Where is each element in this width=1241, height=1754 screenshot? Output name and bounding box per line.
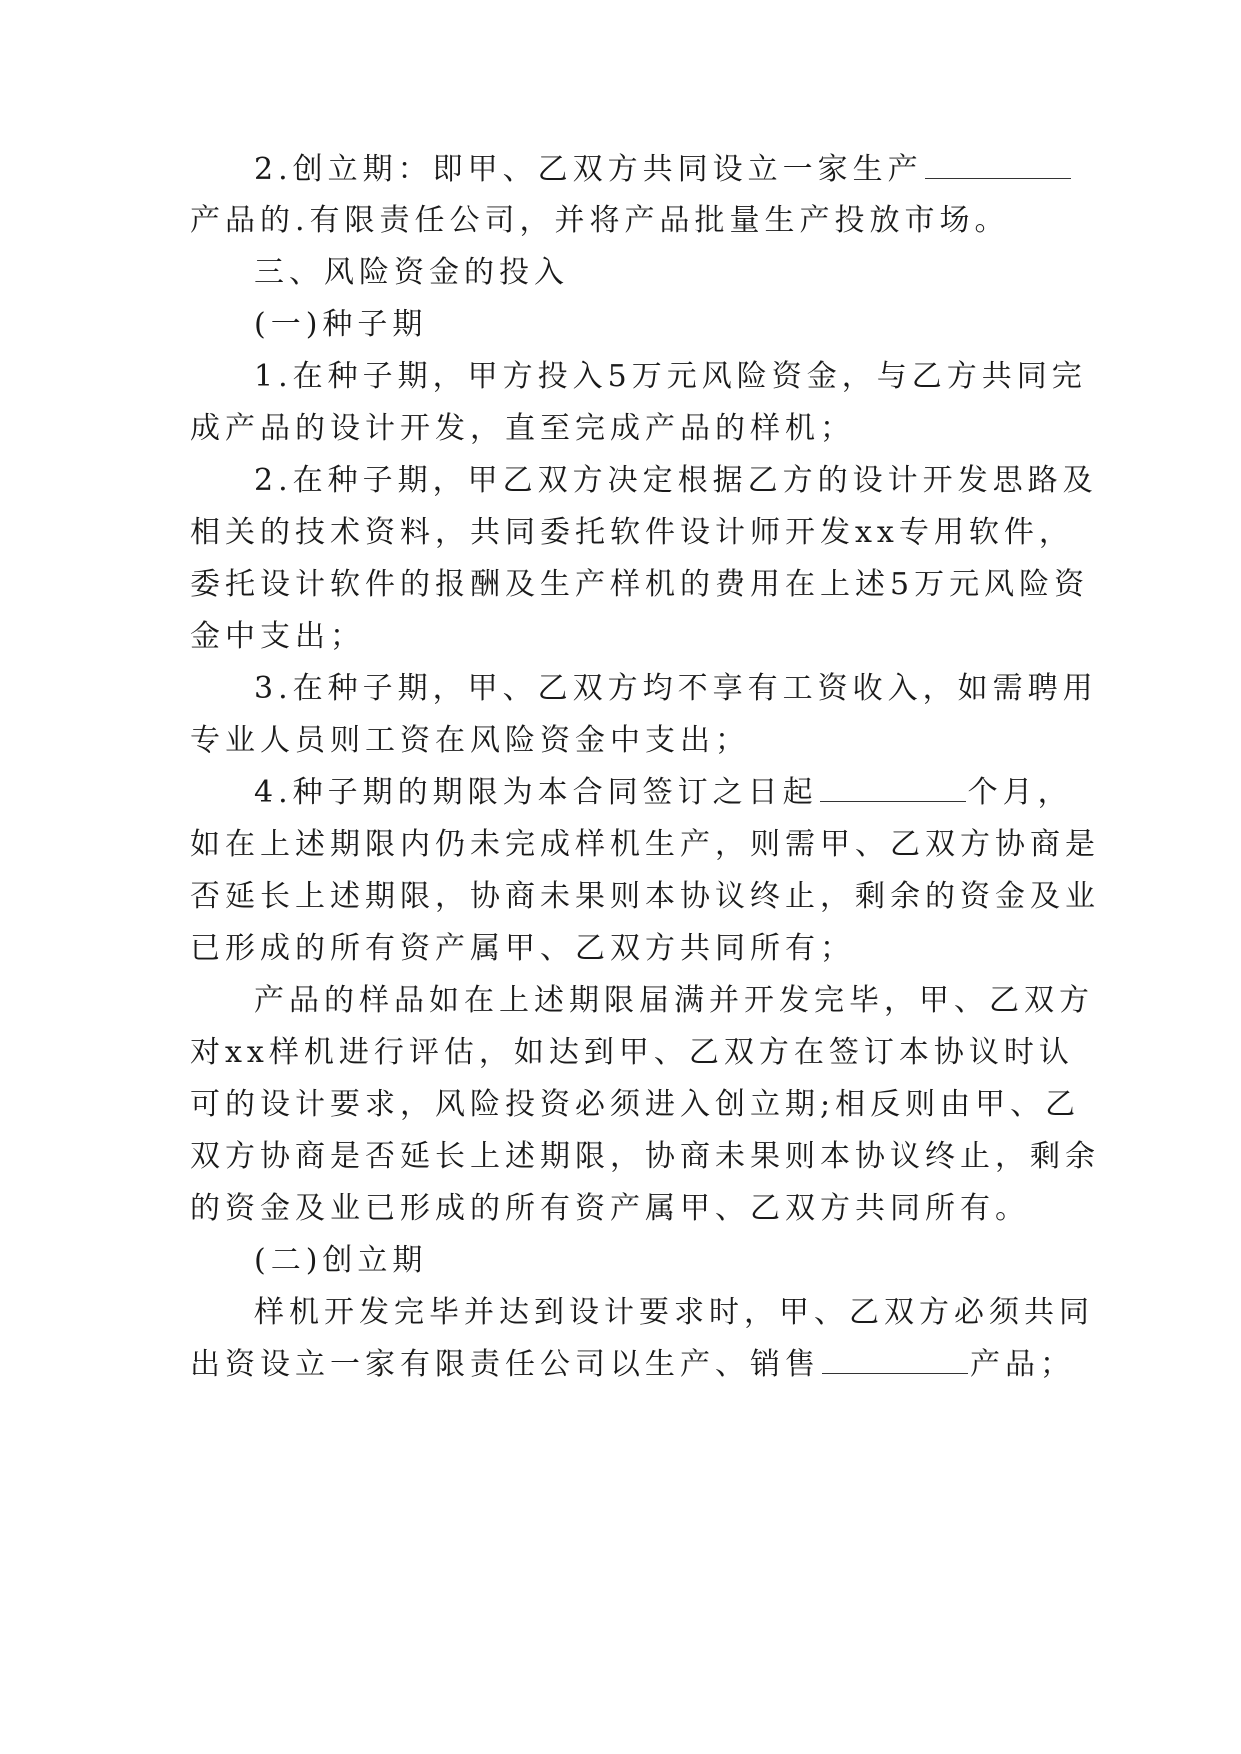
line-text: 金中支出； [190,619,365,654]
paragraph-line [254,1293,1094,1333]
fill-in-blank [925,154,1071,179]
line-text: 对xx样机进行评估，如达到甲、乙双方在签订本协议时认 [190,1035,1074,1070]
line-text: 产品； [970,1347,1075,1382]
line-text: 产品的.有限责任公司，并将产品批量生产投放市场。 [190,203,1010,238]
subsection-heading [254,1241,427,1281]
section-heading [254,253,569,293]
paragraph-line [254,150,1073,190]
line-text: 专业人员则工资在风险资金中支出； [190,723,750,758]
line-text: 2.在种子期，甲乙双方决定根据乙方的设计开发思路及 [254,463,1098,498]
paragraph-line [254,981,1094,1021]
line-text: 的资金及业已形成的所有资产属甲、乙双方共同所有。 [190,1191,1030,1226]
paragraph-line [254,357,1087,397]
paragraph-line [190,721,750,761]
line-text: (一)种子期 [254,307,428,342]
paragraph-line [190,1033,1074,1073]
line-text: 1.在种子期，甲方投入5万元风险资金，与乙方共同完 [254,359,1087,394]
line-text: 相关的技术资料，共同委托软件设计师开发xx专用软件， [190,515,1074,550]
paragraph-line [190,877,1100,917]
line-text: 三、风险资金的投入 [254,255,569,290]
paragraph-line [190,1189,1030,1229]
line-text: 样机开发完毕并达到设计要求时，甲、乙双方必须共同 [254,1295,1094,1330]
paragraph-line [254,461,1098,501]
line-text: 已形成的所有资产属甲、乙双方共同所有； [190,931,855,966]
paragraph-line [254,773,1073,813]
paragraph-line [190,1137,1100,1177]
paragraph-line [190,1085,1080,1125]
paragraph-line [190,409,855,449]
line-text: 如在上述期限内仍未完成样机生产，则需甲、乙双方协商是 [190,827,1100,862]
paragraph-line [190,1345,1075,1385]
line-text: 出资设立一家有限责任公司以生产、销售 [190,1347,820,1382]
paragraph-line [190,201,1010,241]
line-text: (二)创立期 [254,1243,428,1278]
line-text: 成产品的设计开发，直至完成产品的样机； [190,411,855,446]
line-text: 否延长上述期限，协商未果则本协议终止，剩余的资金及业 [190,879,1100,914]
line-text: 2.创立期：即甲、乙双方共同设立一家生产 [254,152,923,187]
paragraph-line [190,929,855,969]
paragraph-line [190,565,1089,605]
paragraph-line [254,669,1098,709]
paragraph-line [190,825,1100,865]
line-text: 产品的样品如在上述期限届满并开发完毕，甲、乙双方 [254,983,1094,1018]
line-text: 3.在种子期，甲、乙双方均不享有工资收入，如需聘用 [254,671,1098,706]
line-text: 可的设计要求，风险投资必须进入创立期;相反则由甲、乙 [190,1087,1081,1122]
subsection-heading [254,305,427,345]
line-text: 双方协商是否延长上述期限，协商未果则本协议终止，剩余 [190,1139,1100,1174]
fill-in-blank [820,777,966,802]
paragraph-line [190,617,365,657]
paragraph-line [190,513,1074,553]
fill-in-blank [822,1349,968,1374]
line-text: 个月， [967,775,1073,810]
line-text: 4.种子期的期限为本合同签订之日起 [254,775,818,810]
line-text: 委托设计软件的报酬及生产样机的费用在上述5万元风险资 [190,567,1090,602]
